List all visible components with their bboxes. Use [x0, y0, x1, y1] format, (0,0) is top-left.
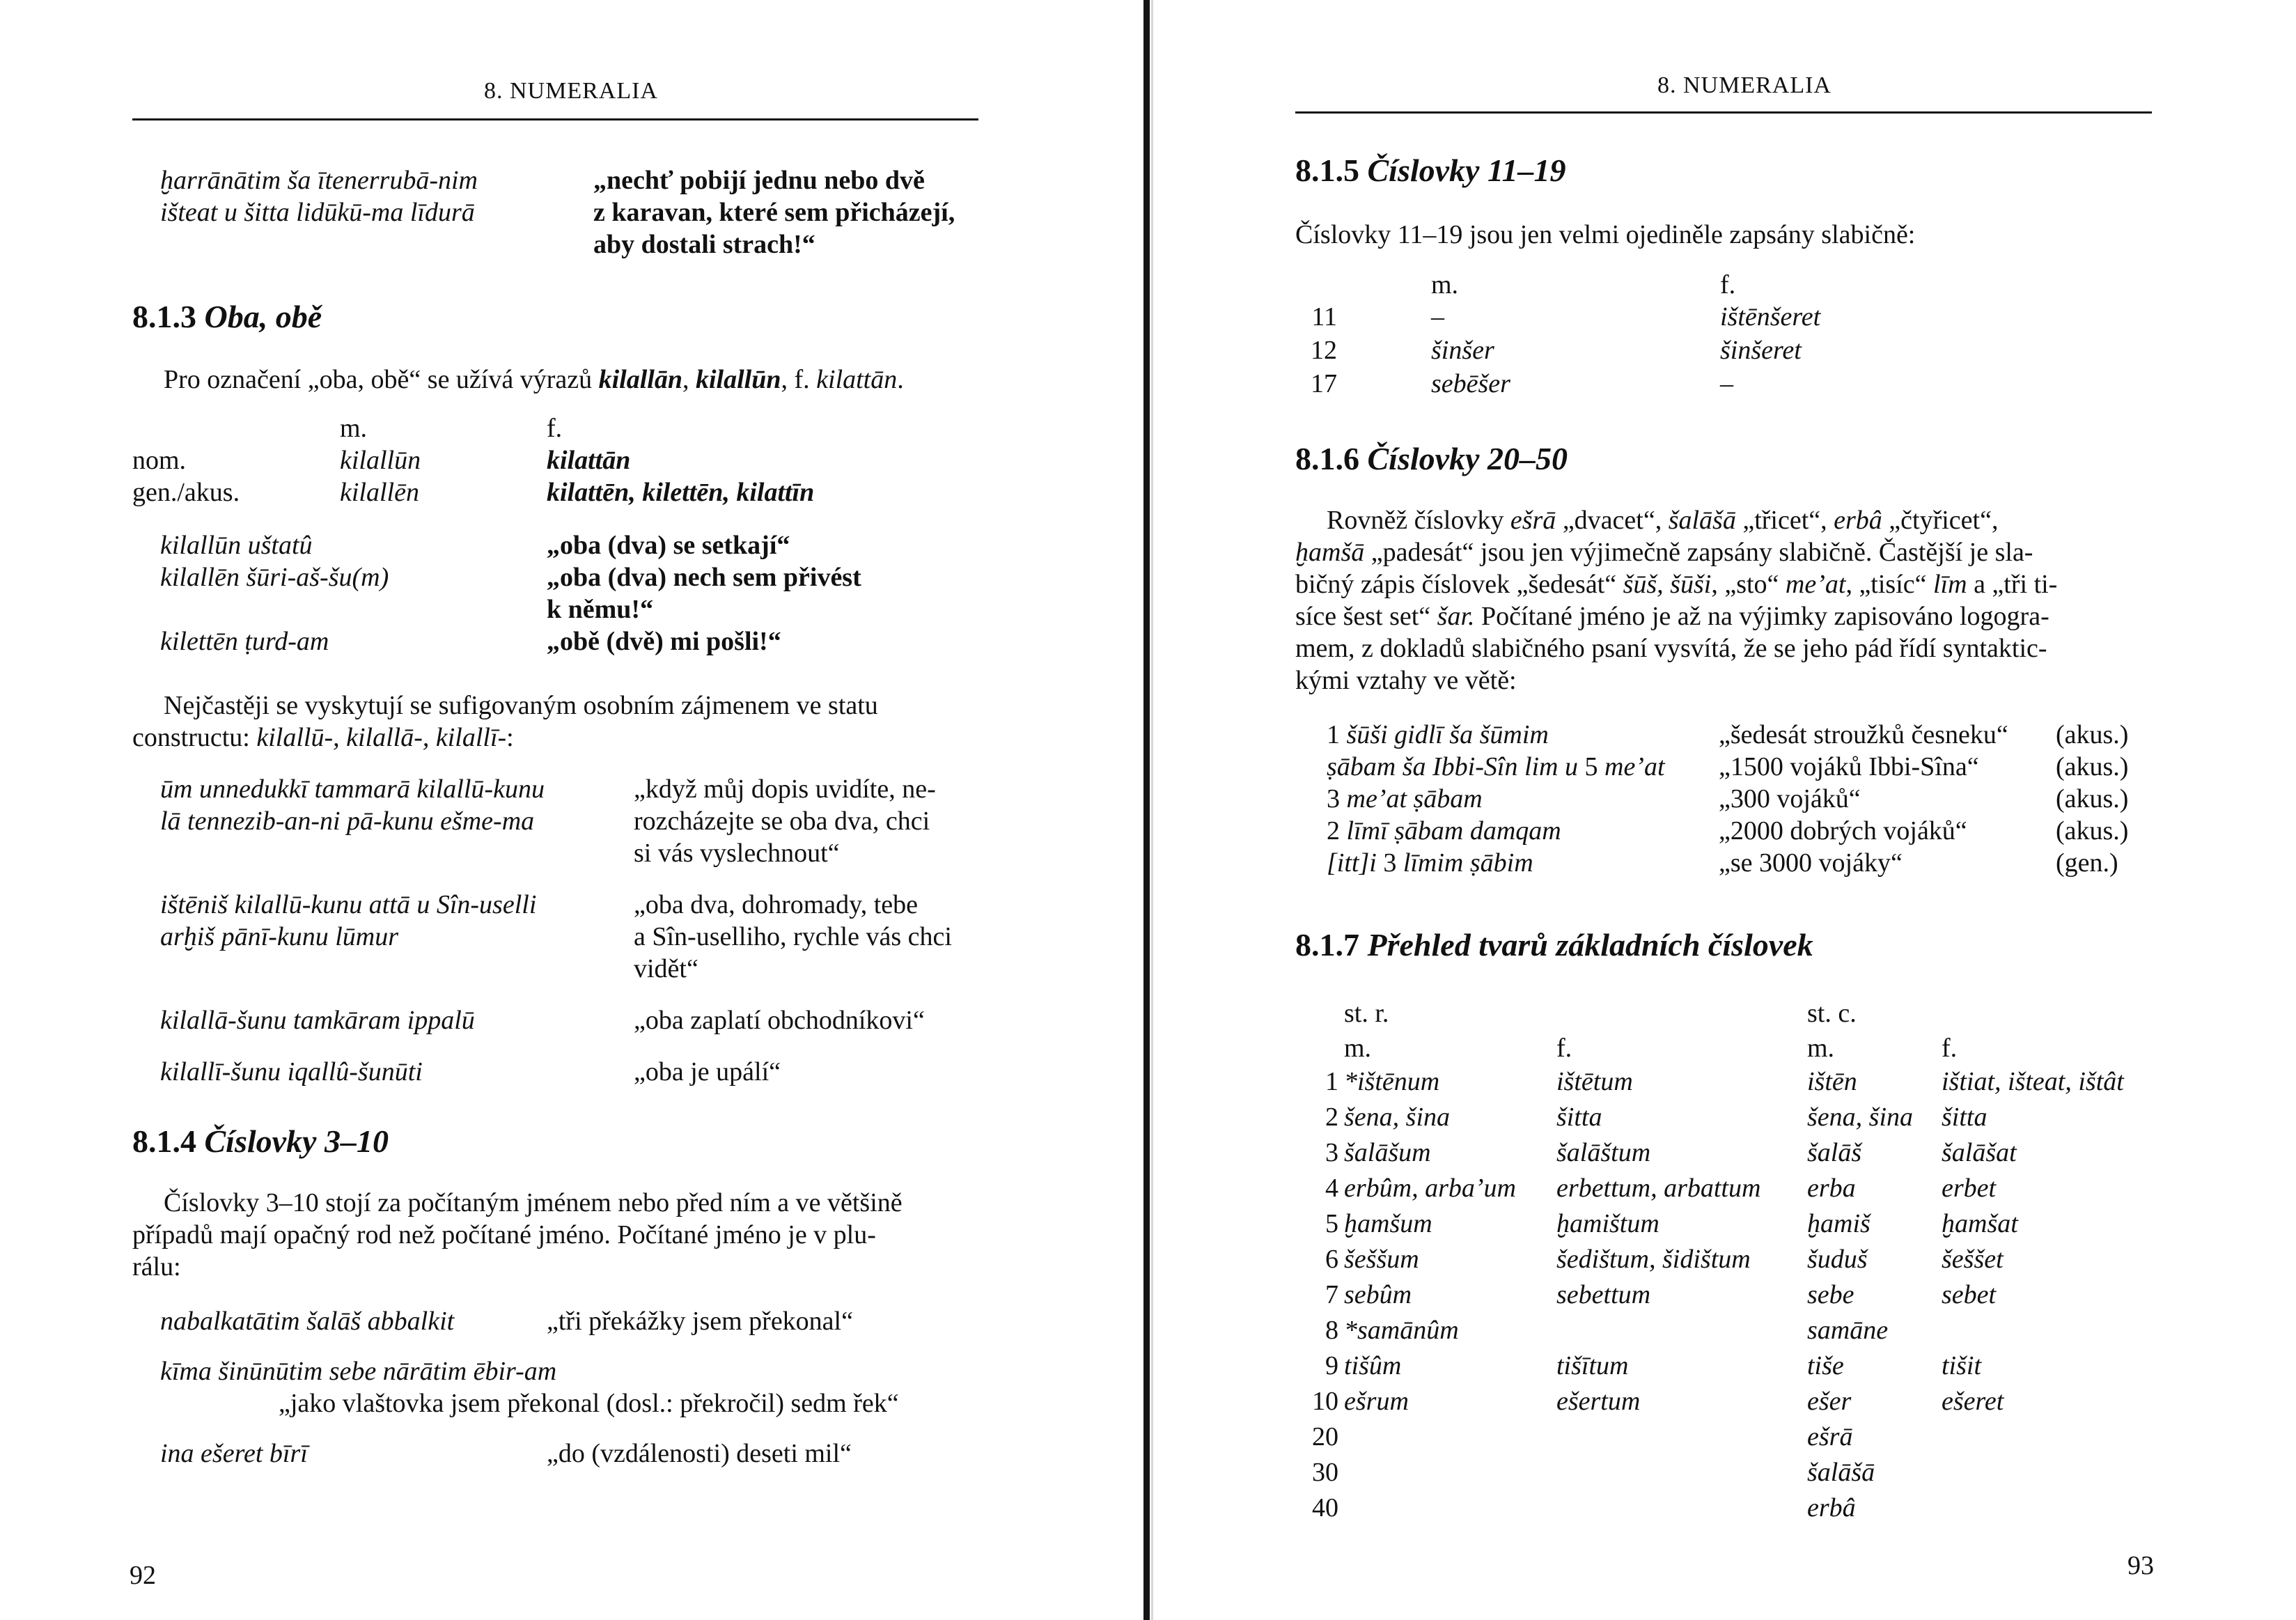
example-akkadian: arḫiš pānī-kunu lūmur [160, 922, 398, 951]
paragraph-line: Nejčastěji se vyskytují se sufigovaným osobním zájmenem ve statu [164, 691, 878, 720]
form-status-rectus-m: šena, šina [1344, 1103, 1450, 1132]
paragraph [164, 364, 904, 396]
example-akkadian [1327, 783, 1483, 815]
row-number: 1 [1325, 1067, 1338, 1096]
example-akkadian [1327, 815, 1561, 847]
form-status-constructus-m: šuduš [1807, 1245, 1868, 1274]
example-translation: „nechť pobijí jednu nebo dvě [593, 166, 925, 195]
section-heading [132, 1123, 389, 1160]
form-status-constructus-m: samāne [1807, 1316, 1889, 1345]
section-heading [1295, 926, 1813, 963]
example-translation: „šedesát stroužků česneku“ [1719, 720, 2008, 749]
text: kými vztahy ve větě: [1295, 666, 1517, 695]
paragraph-line: Číslovky 3–10 stojí za počítaným jménem nebo před ním a ve většině [164, 1188, 903, 1217]
text: , „sto“ [1711, 570, 1786, 599]
text: : [506, 723, 514, 752]
term: me’at [1785, 570, 1846, 599]
example-akkadian: kilallēn šūri-aš-šu(m) [160, 563, 389, 592]
term: me’at [1604, 752, 1665, 781]
text: 5 [1584, 752, 1604, 781]
row-number: 4 [1325, 1174, 1338, 1203]
form-status-constructus-m: ištēn [1807, 1067, 1857, 1096]
row-number: 30 [1312, 1458, 1338, 1487]
example-akkadian [1327, 719, 1549, 751]
paragraph-line [1295, 664, 1517, 696]
row-number: 11 [1311, 302, 1337, 332]
section-title: Číslovky 11–19 [1367, 153, 1566, 188]
term: šūš, šūši [1623, 570, 1712, 599]
header-rule [132, 118, 978, 120]
text: , „tisíc“ [1845, 570, 1933, 599]
row-number: 12 [1311, 336, 1337, 365]
text: Pro označení „oba, obě“ se užívá výrazů [164, 365, 599, 394]
term: kilallān [598, 365, 682, 394]
header-rule [1295, 111, 2152, 114]
section-number: 8.1.5 [1295, 153, 1359, 188]
text: 1 [1327, 720, 1347, 749]
form-m: – [1431, 302, 1444, 332]
row-number: 5 [1325, 1209, 1338, 1238]
example-translation: „se 3000 vojáky“ [1719, 848, 1903, 878]
term: kilallū-, kilallā-, kilallī- [256, 723, 507, 752]
section-title: Číslovky 3–10 [204, 1123, 389, 1159]
example-akkadian: nabalkatātim šalāš abbalkit [160, 1307, 455, 1336]
form-m: sebēšer [1431, 369, 1510, 398]
text: 2 [1327, 816, 1347, 846]
example-translation: z karavan, které sem přicházejí, [593, 198, 955, 227]
example-akkadian: ina ešeret bīrī [160, 1439, 308, 1468]
term: šar. [1437, 602, 1475, 631]
example-translation: k němu!“ [547, 595, 654, 624]
term: šalāšā [1668, 506, 1736, 535]
term: šūši gidlī ša šūmim [1346, 720, 1549, 749]
text: 3 [1327, 784, 1347, 813]
section-heading [1295, 440, 1568, 477]
case-label: gen./akus. [132, 478, 240, 507]
row-number: 3 [1325, 1138, 1338, 1167]
text: a „tři ti- [1967, 570, 2058, 599]
form-status-constructus-f: sebet [1942, 1280, 1997, 1309]
section-title: Číslovky 20–50 [1367, 441, 1568, 476]
section-title: Přehled tvarů základních číslovek [1367, 927, 1813, 963]
text: Rovněž číslovky [1327, 506, 1510, 535]
form-f: – [1720, 369, 1733, 398]
form-m: šinšer [1431, 336, 1494, 365]
form-status-constructus-m: ešrā [1807, 1422, 1853, 1451]
form-f: šinšeret [1720, 336, 1802, 365]
case-label: nom. [132, 446, 187, 475]
form-status-rectus-m: šeššum [1344, 1245, 1419, 1274]
section-number: 8.1.6 [1295, 441, 1359, 476]
text: „čtyřicet“, [1882, 506, 1999, 535]
text: bičný zápis číslovek „šedesát“ [1295, 570, 1623, 599]
form-status-constructus-f: ištiat, išteat, ištât [1942, 1067, 2124, 1096]
case-label: (gen.) [2056, 848, 2118, 878]
running-header: 8. NUMERALIA [1657, 72, 1832, 98]
table-header-m: m. [1431, 270, 1459, 299]
example-translation: „300 vojáků“ [1719, 784, 1861, 813]
form-status-constructus-m: tiše [1807, 1351, 1844, 1380]
row-number: 2 [1325, 1103, 1338, 1132]
term: ḫamšā [1295, 538, 1365, 567]
text: constructu: [132, 723, 257, 752]
row-number: 40 [1312, 1493, 1338, 1522]
paragraph-line [1295, 600, 2049, 632]
form-status-rectus-f: tišītum [1556, 1351, 1629, 1380]
form-status-constructus-m: sebe [1807, 1280, 1854, 1309]
form-f: kilattēn, kilettēn, kilattīn [547, 478, 815, 507]
row-number: 7 [1325, 1280, 1338, 1309]
paragraph: Číslovky 11–19 jsou jen velmi ojediněle zapsány slabičně: [1295, 220, 1916, 249]
text: , f. [781, 365, 817, 394]
example-translation: „do (vzdálenosti) deseti mil“ [547, 1439, 852, 1468]
section-heading [132, 298, 322, 335]
form-f: kilattān [547, 446, 631, 475]
form-status-rectus-f: ištētum [1556, 1067, 1633, 1096]
example-translation: „obě (dvě) mi pošli!“ [547, 627, 781, 656]
example-akkadian: ḫarrānātim ša ītenerrubā-nim [160, 166, 478, 195]
form-status-constructus-f: ḫamšat [1942, 1209, 2018, 1238]
form-status-constructus-m: šalāšā [1807, 1458, 1875, 1487]
text: „padesát“ jsou jen výjimečně zapsány slabičně. Častější je sla- [1364, 538, 2033, 567]
example-translation: a Sîn-uselliho, rychle vás chci [634, 922, 952, 951]
page-number: 93 [2127, 1551, 2154, 1580]
example-akkadian: kilallī-šunu iqallû-šunūti [160, 1057, 423, 1087]
text: , [682, 365, 696, 394]
form-status-constructus-f: šeššet [1942, 1245, 2004, 1274]
text: Počítané jméno je až na výjimky zapisováno logogra- [1474, 602, 2049, 631]
example-translation: „oba dva, dohromady, tebe [634, 890, 918, 919]
row-number: 9 [1325, 1351, 1338, 1380]
column-header: m. [1344, 1034, 1372, 1063]
column-header: f. [1942, 1034, 1958, 1063]
form-m: kilallēn [340, 478, 419, 507]
section-title: Oba, obě [204, 299, 322, 334]
text: mem, z dokladů slabičného psaní vysvítá, že se jeho pád řídí syntaktic- [1295, 634, 2047, 663]
form-status-constructus-m: ešer [1807, 1387, 1852, 1416]
row-number: 17 [1311, 369, 1337, 398]
form-status-rectus-f: šalāštum [1556, 1138, 1651, 1167]
text: . [897, 365, 904, 394]
form-status-rectus-f: ešertum [1556, 1387, 1641, 1416]
example-translation: si vás vyslechnout“ [634, 839, 840, 868]
paragraph-line: rálu: [132, 1252, 181, 1282]
term: ešrā [1510, 506, 1556, 535]
paragraph-line [1295, 568, 2057, 600]
form-status-rectus-m: sebûm [1344, 1280, 1412, 1309]
example-translation: vidět“ [634, 954, 698, 983]
form-status-constructus-f: šitta [1942, 1103, 1987, 1132]
text: síce šest set“ [1295, 602, 1437, 631]
text: 3 [1376, 848, 1403, 878]
form-status-rectus-m: šalāšum [1344, 1138, 1431, 1167]
right-page [1156, 0, 2296, 1620]
paragraph-line [1295, 632, 2047, 664]
example-translation: „oba (dva) nech sem přivést [547, 563, 861, 592]
form-status-rectus-f: sebettum [1556, 1280, 1651, 1309]
left-page [0, 0, 1142, 1620]
book-gutter-shadow [1151, 0, 1153, 1620]
row-number: 10 [1312, 1387, 1338, 1416]
example-akkadian [1327, 847, 1533, 879]
form-status-constructus-f: tišit [1942, 1351, 1982, 1380]
form-status-rectus-f: erbettum, arbattum [1556, 1174, 1761, 1203]
example-akkadian [1327, 751, 1665, 783]
term: kilallūn [695, 365, 781, 394]
table-header-f: f. [547, 414, 563, 443]
form-status-constructus-m: ḫamiš [1807, 1209, 1871, 1238]
row-number: 20 [1312, 1422, 1338, 1451]
section-heading [1295, 152, 1565, 189]
text: „třicet“, [1735, 506, 1834, 535]
paragraph-line [1327, 504, 1998, 536]
form-f: ištēnšeret [1720, 302, 1821, 332]
term: erbâ [1834, 506, 1882, 535]
example-akkadian: kilallūn uštatû [160, 531, 313, 560]
book-gutter [1143, 0, 1150, 1620]
example-translation: „2000 dobrých vojáků“ [1719, 816, 1967, 846]
example-translation: „když můj dopis uvidíte, ne- [634, 774, 936, 804]
term: līmim ṣābim [1403, 848, 1533, 878]
case-label: (akus.) [2056, 784, 2129, 813]
example-akkadian: kīma šinūnūtim sebe nārātim ēbir-am [160, 1357, 557, 1386]
example-akkadian: kilallā-šunu tamkāram ippalū [160, 1006, 475, 1035]
example-translation: „oba (dva) se setkají“ [547, 531, 790, 560]
term: līmī ṣābam damqam [1346, 816, 1561, 846]
term: [itt]i [1327, 848, 1377, 878]
form-status-rectus-m: ešrum [1344, 1387, 1409, 1416]
example-akkadian: kilettēn ṭurd-am [160, 627, 329, 656]
form-status-constructus-m: erbâ [1807, 1493, 1856, 1522]
example-translation: aby dostali strach!“ [593, 230, 815, 259]
form-status-rectus-f: šitta [1556, 1103, 1602, 1132]
section-number: 8.1.4 [132, 1123, 196, 1159]
section-number: 8.1.7 [1295, 927, 1359, 963]
case-label: (akus.) [2056, 752, 2129, 781]
section-number: 8.1.3 [132, 299, 196, 334]
form-status-rectus-m: *ištēnum [1344, 1067, 1440, 1096]
example-akkadian: lā tennezib-an-ni pā-kunu ešme-ma [160, 807, 535, 836]
text: „dvacet“, [1556, 506, 1669, 535]
row-number: 8 [1325, 1316, 1338, 1345]
term: kilattān [816, 365, 898, 394]
paragraph-line [132, 722, 514, 754]
example-akkadian: išteat u šitta lidūkū-ma līdurā [160, 198, 475, 227]
form-status-constructus-f: erbet [1942, 1174, 1997, 1203]
row-number: 6 [1325, 1245, 1338, 1274]
term: me’at ṣābam [1346, 784, 1483, 813]
form-status-rectus-m: *samānûm [1344, 1316, 1459, 1345]
example-translation: „1500 vojáků Ibbi-Sîna“ [1719, 752, 1979, 781]
column-group-header: st. c. [1807, 999, 1857, 1028]
form-status-rectus-m: ḫamšum [1344, 1209, 1432, 1238]
example-translation: „oba zaplatí obchodníkovi“ [634, 1006, 925, 1035]
example-akkadian: ištēniš kilallū-kunu attā u Sîn-uselli [160, 890, 537, 919]
paragraph-line [1295, 536, 2033, 568]
table-header-f: f. [1720, 270, 1736, 299]
term: līm [1933, 570, 1967, 599]
form-status-constructus-f: šalāšat [1942, 1138, 2017, 1167]
form-status-constructus-m: erba [1807, 1174, 1856, 1203]
case-label: (akus.) [2056, 816, 2129, 846]
form-status-constructus-m: šena, šina [1807, 1103, 1913, 1132]
example-translation: „tři překážky jsem překonal“ [547, 1307, 853, 1336]
example-translation: „jako vlaštovka jsem překonal (dosl.: překročil) sedm řek“ [279, 1389, 899, 1418]
form-status-constructus-f: ešeret [1942, 1387, 2004, 1416]
example-akkadian: ūm unnedukkī tammarā kilallū-kunu [160, 774, 545, 804]
form-status-rectus-f: šedištum, šidištum [1556, 1245, 1751, 1274]
running-header: 8. NUMERALIA [484, 78, 658, 104]
form-status-rectus-m: tišûm [1344, 1351, 1402, 1380]
form-status-rectus-m: erbûm, arba’um [1344, 1174, 1516, 1203]
example-translation: rozcházejte se oba dva, chci [634, 807, 930, 836]
column-group-header: st. r. [1344, 999, 1389, 1028]
page-number: 92 [130, 1561, 156, 1590]
table-header-m: m. [340, 414, 368, 443]
form-status-constructus-m: šalāš [1807, 1138, 1862, 1167]
example-translation: „oba je upálí“ [634, 1057, 781, 1087]
paragraph-line: případů mají opačný rod než počítané jméno. Počítané jméno je v plu- [132, 1220, 876, 1249]
form-m: kilallūn [340, 446, 421, 475]
form-status-rectus-f: ḫamištum [1556, 1209, 1659, 1238]
term: ṣābam ša Ibbi-Sîn lim u [1327, 752, 1585, 781]
column-header: f. [1556, 1034, 1572, 1063]
column-header: m. [1807, 1034, 1835, 1063]
case-label: (akus.) [2056, 720, 2129, 749]
